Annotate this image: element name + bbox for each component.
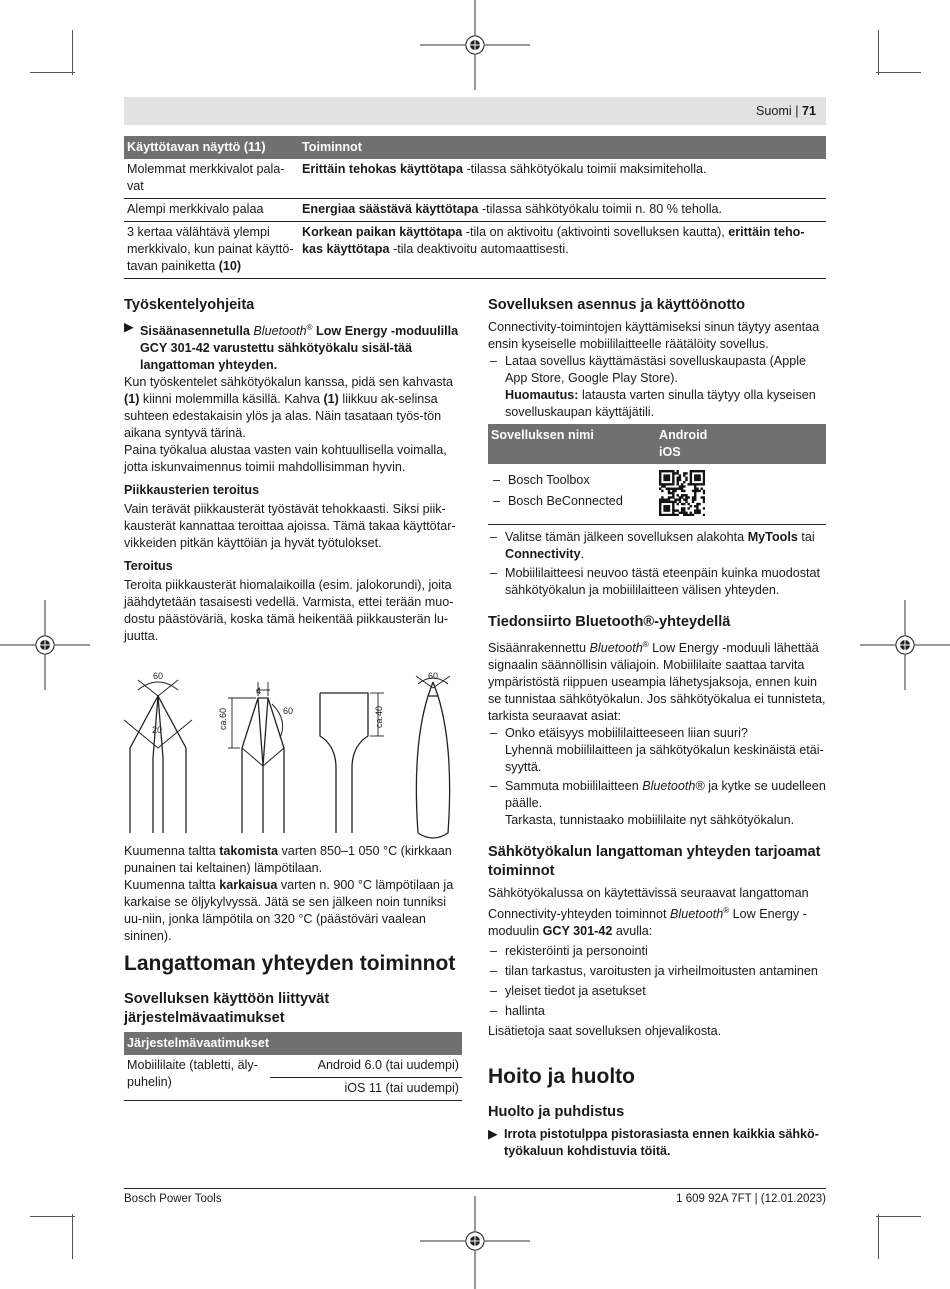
table-cell: 3 kertaa välähtävä ylempi merkkivalo, kun painat käyttö-tavan painiketta (10) (124, 222, 299, 279)
registration-mark-top (420, 0, 530, 95)
table-cell: Molemmat merkkivalot pala-vat (124, 159, 299, 199)
page-number: 71 (801, 104, 816, 118)
table-cell: Erittäin tehokas käyttötapa -tilassa sähkötyökalu toimii maksimiteholla. (299, 159, 826, 199)
crop-mark (72, 30, 73, 75)
footer-right: 1 609 92A 7FT | (12.01.2023) (676, 1193, 826, 1205)
table-cell (488, 464, 656, 525)
figure-label: 20 (152, 725, 163, 735)
figure-label: 60 (153, 671, 164, 681)
table-cell: Korkean paikan käyttötapa -tila on aktivoitu (aktivointi sovelluksen kautta), erittäin teho-kas käyttötapa -tila deaktivoitu automaattisesti. (299, 222, 826, 279)
list-item: – Mobiililaitteesi neuvoo tästä eteenpäin kuinka muodostat sähkötyökalun ja mobiililaitteen välisen yhteyden. (490, 566, 821, 597)
bullet-arrow-icon: ▶ (124, 320, 134, 334)
list-item: – Sammuta mobiililaitteen Bluetooth® ja kytke se uudelleen päälle. Tarkasta, tunnistaako mobiililaite nyt sähkötyökalun. (490, 779, 826, 828)
sysreq-section (124, 990, 462, 1101)
paragraph: Paina työkalua alustaa vasten vain kohtuullisella voimalla, jotta iskunvaimennus toimii mahdollisimman hyvin. (124, 443, 447, 475)
paragraph: Teroita piikkausterät hiomalaikoilla (esim. jalokorundi), joita jäähdytetään tasaisesti vedellä. Varmista, ettei terään muo-dostu päästöväriä, koska tämä heikentää piikkausterän lu-juutta. (124, 578, 454, 644)
section-title: Sovelluksen asennus ja käyttöönotto (488, 297, 746, 313)
list-item: – Bosch BeConnected (493, 494, 623, 508)
crop-mark (876, 1216, 921, 1217)
chapter-title-care: Hoito ja huolto (488, 1065, 635, 1088)
table-row (488, 464, 826, 525)
subsection-title: Teroitus (124, 559, 173, 574)
registration-mark-left (0, 600, 90, 690)
list-item: – yleiset tiedot ja asetukset (490, 984, 646, 999)
list-item: – Valitse tämän jälkeen sovelluksen alakohta MyTools tai Connectivity. (490, 530, 815, 561)
section-title: Työskentelyohjeita (124, 297, 255, 313)
paragraph: Lisätietoja saat sovelluksen ohjevalikosta. (488, 1024, 722, 1039)
app-table (488, 424, 826, 525)
table-cell: Energiaa säästävä käyttötapa -tilassa sähkötyökalu toimii n. 80 % teholla. (299, 199, 826, 222)
list-item: – hallinta (490, 1004, 545, 1019)
figure-label: 60 (283, 706, 294, 716)
header-language: Suomi (756, 104, 792, 118)
section-title: Sähkötyökalun langattoman yhteyden tarjoamat toiminnot (488, 844, 821, 880)
chapter-title-wireless: Langattoman yhteyden toiminnot (124, 952, 456, 975)
section-title: Tiedonsiirto Bluetooth®-yhteydellä (488, 614, 731, 630)
paragraph: Kun työskentelet sähkötyökalun kanssa, pidä sen kahvasta (1) kiinni molemmilla käsillä. Kahva (1) liikkuu ak-selinsa suhteen edestakaisin ylös ja alas. Näin tasataan työs-tön aikana syntyvä tärinä. (124, 375, 454, 441)
app-table-header-platform: Android iOS (656, 424, 826, 464)
table-row (124, 159, 826, 199)
table-cell: Alempi merkkivalo palaa (124, 199, 299, 222)
figure-label: 4 (256, 686, 262, 696)
table-row (124, 1055, 462, 1078)
paragraph: Connectivity-toimintojen käyttämiseksi sinun täytyy asentaa ensin kyseiselle mobiililaitteelle räätälöity sovellus. (488, 320, 820, 351)
safety-bullet: ▶ Irrota pistotulppa pistorasiasta ennen kaikkia sähkö-työkaluun kohdistuvia töitä. (488, 1127, 819, 1158)
list-item: – Onko etäisyys mobiililaitteeseen liian suuri? Lyhennä mobiililaitteen ja sähkötyökalun keskinäistä etäi-syyttä. (490, 726, 824, 775)
table-row (124, 199, 826, 222)
mode-table-header-function: Toiminnot (299, 136, 826, 159)
care-section (488, 1103, 826, 1160)
footer-rule (124, 1188, 826, 1189)
table-cell: Android 6.0 (tai uudempi) (270, 1055, 462, 1078)
page-label (756, 103, 816, 120)
crop-mark (30, 1216, 75, 1217)
safety-bullet: ▶ Sisäänasennetulla Bluetooth® Low Energy -moduulilla GCY 301-42 varustettu sähkötyökalu sisäl-tää langattoman yhteyden. (124, 320, 459, 373)
table-row (124, 222, 826, 279)
crop-mark (878, 30, 879, 75)
section-title: Huolto ja puhdistus (488, 1104, 625, 1120)
registration-mark-bottom (420, 1196, 530, 1289)
chisel-figure (120, 668, 465, 840)
app-table-header-name: Sovelluksen nimi (488, 424, 656, 464)
footer-left: Bosch Power Tools (124, 1193, 222, 1205)
registration-mark-right (860, 600, 950, 690)
crop-mark (72, 1214, 73, 1259)
bullet-arrow-icon: ▶ (488, 1127, 498, 1141)
crop-mark (878, 1214, 879, 1259)
crop-mark (30, 72, 75, 73)
paragraph: Kuumenna taltta karkaisua varten n. 900 °C lämpötilaan ja karkaise se öljykylvyssä. Jätä se sen jälkeen noin tunniksi uu-niin, jonka lämpötila on 320 °C (päästöväri vaalean sininen). (124, 878, 454, 943)
paragraph: Kuumenna taltta takomista varten 850–1 050 °C (kirkkaan punainen tai keltainen) lämpötilaan. (124, 844, 452, 875)
sysreq-table-header: Järjestelmävaatimukset (124, 1032, 462, 1055)
figure-label: ca.40 (374, 705, 384, 728)
subsection-title: Piikkausterien teroitus (124, 483, 260, 498)
figure-label: 60 (428, 671, 439, 681)
mode-table (124, 136, 826, 279)
list-item: – Lataa sovellus käyttämästäsi sovelluskaupasta (Apple App Store, Google Play Store). Huomautus: latausta varten sinulla täytyy olla kyseisen sovelluskaupan käyttäjätili. (490, 354, 816, 419)
page-header (124, 97, 826, 125)
list-item: – Bosch Toolbox (493, 473, 590, 487)
section-title: Sovelluksen käyttöön liittyvät järjestelmävaatimukset (124, 991, 330, 1026)
list-item: – rekisteröinti ja personointi (490, 944, 648, 959)
table-cell: Mobiililaite (tabletti, äly-puhelin) (124, 1055, 270, 1101)
paragraph: Sisäänrakennettu Bluetooth® Low Energy -moduuli lähettää signaalin säännöllisin väliajoin. Mobiililaite saattaa tarvita ympäristöstä riippuen useampia lähetysjaksoja, ennen kuin se tunnistaa sähkötyökalun. Jos sähkötyökalua ei tunnisteta, tarkista seuraavat asiat: (488, 640, 826, 724)
mode-table-header-display: Käyttötavan näyttö (11) (124, 136, 299, 159)
header-separator: | (795, 104, 799, 118)
left-column-lower (124, 843, 462, 945)
table-cell: iOS 11 (tai uudempi) (270, 1078, 462, 1101)
figure-label: ca.60 (218, 707, 228, 730)
sysreq-table (124, 1032, 462, 1101)
left-column (124, 296, 462, 645)
list-item: – tilan tarkastus, varoitusten ja virheilmoitusten antaminen (490, 964, 818, 979)
paragraph: Sähkötyökalussa on käytettävissä seuraavat langattoman Connectivity-yhteyden toiminnot Bluetooth® Low Energy -moduulin GCY 301-42 avulla: (488, 886, 809, 939)
paragraph: Vain terävät piikkausterät työstävät tehokkaasti. Siksi piik-kausterät kannattaa teroittaa ajoissa. Tämä takaa käyttötar-vikkeiden pitkän käyttöiän ja hyvät työtulokset. (124, 502, 456, 551)
right-column (488, 296, 826, 1040)
table-cell (656, 464, 826, 525)
qr-code-icon[interactable] (659, 470, 705, 516)
crop-mark (876, 72, 921, 73)
